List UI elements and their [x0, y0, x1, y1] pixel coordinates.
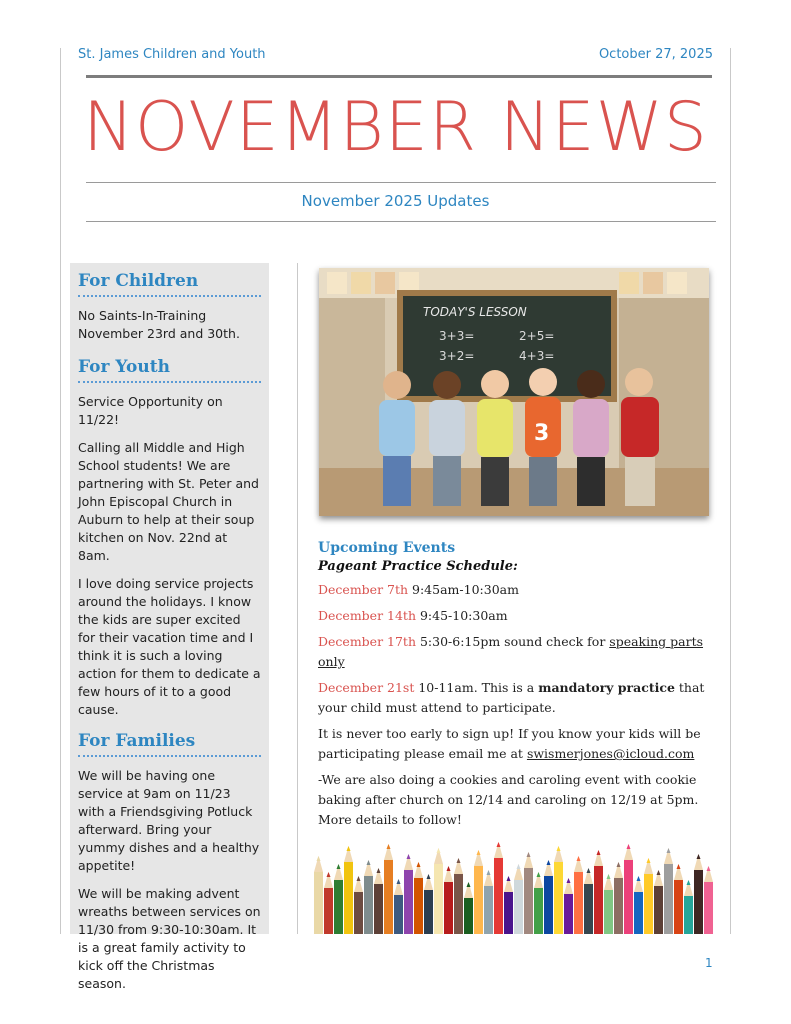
pencil	[434, 848, 443, 934]
families-text-2: We will be making advent wreaths between services on 11/30 from 9:30-10:30am. It is a great family activity to kick off the Christmas season.	[78, 886, 261, 991]
pencil	[604, 874, 613, 934]
pencil	[484, 870, 493, 934]
events-heading: Upcoming Events	[318, 540, 456, 556]
header-date: October 27, 2025	[598, 47, 713, 62]
pencil	[354, 876, 363, 934]
pencil	[314, 856, 323, 934]
pencil	[624, 844, 633, 934]
pencil	[334, 864, 343, 934]
svg-text:3+2=: 3+2=	[439, 349, 475, 363]
left-page-border	[60, 48, 61, 934]
pencil	[654, 870, 663, 934]
column-divider	[297, 263, 298, 934]
pencil	[564, 878, 573, 934]
event-dec-21: December 21st 10-11am. This is a mandatory practice that your child must attend to participate.	[318, 680, 705, 715]
classroom-illustration	[319, 268, 709, 516]
page-number: 1	[705, 956, 713, 970]
pencil	[394, 879, 403, 934]
children-heading: For Children	[78, 271, 261, 297]
pencil	[344, 846, 353, 934]
youth-text-3: I love doing service projects around the holidays. I know the kids are super excited for their vacation time and I think it is such a loving action for them to dedicate a few hours of it to a good cause.	[78, 576, 261, 717]
pencil	[364, 860, 373, 934]
pencil	[584, 868, 593, 934]
pencil	[544, 860, 553, 934]
pencil	[474, 850, 483, 934]
pencil	[634, 876, 643, 934]
svg-text:3+3=: 3+3=	[439, 329, 475, 343]
families-text-1: We will be having one service at 9am on 11/23 with a Friendsgiving Potluck afterward. Bring your yummy dishes and a healthy appetite!	[78, 768, 260, 873]
pencil	[694, 854, 703, 934]
svg-text:2+5=: 2+5=	[519, 329, 555, 343]
right-page-border	[730, 48, 731, 934]
youth-text-1: Service Opportunity on 11/22!	[78, 394, 223, 427]
sidebar	[70, 263, 269, 991]
pencil	[384, 844, 393, 934]
pencil	[674, 864, 683, 934]
cookies-text: -We are also doing a cookies and caroling event with cookie baking after church on 12/14 and caroling on 12/19 at 5pm. More details to follow!	[318, 772, 699, 827]
pencil	[704, 866, 713, 934]
title-top-rule	[86, 75, 712, 78]
pencil	[514, 864, 523, 934]
event-dec-14: December 14th 9:45-10:30am	[318, 608, 508, 623]
pencil	[464, 882, 473, 934]
families-heading: For Families	[78, 731, 261, 757]
email-link[interactable]: swismerjones@icloud.com	[526, 746, 695, 761]
classroom-photo	[319, 268, 709, 516]
pencil	[404, 854, 413, 934]
pageant-subheading: Pageant Practice Schedule:	[318, 559, 518, 574]
pencil	[534, 872, 543, 934]
pencil	[444, 866, 453, 934]
colored-pencils-border	[314, 838, 714, 934]
upcoming-events	[318, 540, 718, 830]
svg-text:4+3=: 4+3=	[519, 349, 555, 363]
youth-text-2: Calling all Middle and High School students! We are partnering with St. Peter and John Episcopal Church in Auburn to help at their soup kitchen on Nov. 22nd at 8am.	[78, 440, 259, 563]
pencil	[324, 872, 333, 934]
pencil	[684, 880, 693, 934]
pencil	[614, 862, 623, 934]
youth-heading: For Youth	[78, 357, 261, 383]
pencil	[574, 856, 583, 934]
pencil	[664, 848, 673, 934]
signup-text: It is never too early to sign up! If you know your kids will be participating please email me at swismerjones@icloud.com	[318, 726, 701, 761]
event-dec-17: December 17th 5:30-6:15pm sound check for speaking parts only	[318, 634, 704, 669]
chalkboard-text: TODAY'S LESSON	[423, 305, 527, 319]
event-dec-7: December 7th 9:45am-10:30am	[318, 582, 519, 597]
page-title: NOVEMBER NEWS	[83, 88, 708, 167]
pencil	[524, 852, 533, 934]
pencil	[454, 858, 463, 934]
pencil	[644, 858, 653, 934]
subtitle: November 2025 Updates	[301, 192, 490, 210]
pencil	[494, 842, 503, 934]
pencil	[594, 850, 603, 934]
pencil	[374, 868, 383, 934]
pencil	[504, 876, 513, 934]
header-org: St. James Children and Youth	[78, 47, 266, 62]
jersey-number: 3	[534, 421, 550, 446]
pencil	[424, 874, 433, 934]
children-text: No Saints-In-Training November 23rd and 30th.	[78, 308, 240, 341]
title-bottom-rule	[86, 182, 716, 183]
pencil	[414, 862, 423, 934]
subtitle-rule	[86, 221, 716, 222]
pencil	[554, 846, 563, 934]
